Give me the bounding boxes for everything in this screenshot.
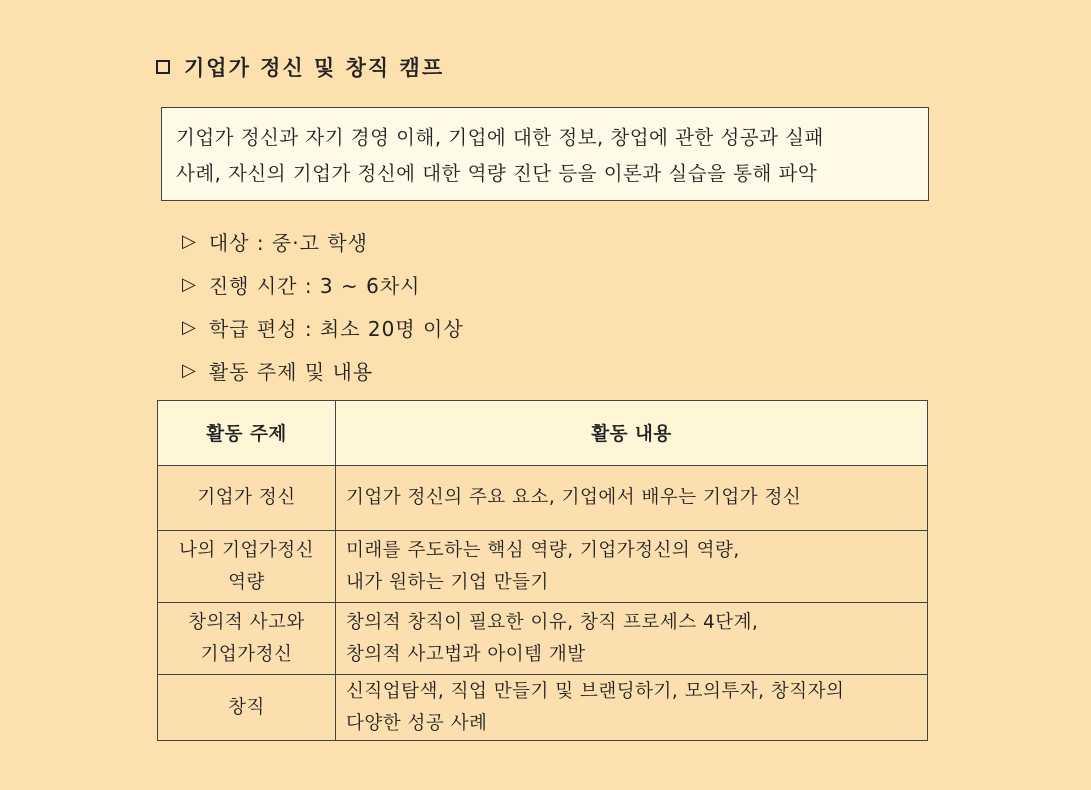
content-line: 다양한 성공 사례 (346, 712, 488, 734)
topic-line: 나의 기업가정신 (179, 539, 314, 561)
content-cell (336, 531, 928, 603)
triangle-bullet-icon: ▷ (182, 274, 197, 295)
table-row (158, 466, 928, 531)
header-topic: 활동 주제 (158, 401, 336, 466)
triangle-bullet-icon: ▷ (182, 231, 197, 252)
content-line: 창의적 사고법과 아이템 개발 (346, 643, 586, 665)
info-item-duration (182, 263, 464, 306)
topic-cell (158, 603, 336, 675)
info-item-text: 진행 시간 : 3 ~ 6차시 (208, 274, 421, 298)
info-item-text: 학급 편성 : 최소 20명 이상 (208, 317, 464, 341)
triangle-bullet-icon: ▷ (182, 360, 197, 381)
content-line: 기업가 정신의 주요 요소, 기업에서 배우는 기업가 정신 (346, 487, 802, 508)
content-line: 미래를 주도하는 핵심 역량, 기업가정신의 역량, (346, 539, 740, 561)
section-title-text: 기업가 정신 및 창직 캠프 (184, 56, 445, 80)
topic-line: 기업가 정신 (197, 487, 296, 508)
info-list (182, 220, 464, 392)
info-item-activities (182, 349, 464, 392)
topic-line: 창직 (228, 696, 265, 718)
info-item-target (182, 220, 464, 263)
content-line: 내가 원하는 기업 만들기 (346, 571, 549, 593)
content-line: 신직업탐색, 직업 만들기 및 브랜딩하기, 모의투자, 창직자의 (346, 680, 845, 702)
info-item-text: 대상 : 중·고 학생 (208, 231, 368, 255)
topic-line: 역량 (228, 571, 265, 593)
info-item-text: 활동 주제 및 내용 (208, 360, 374, 384)
content-line: 창의적 창직이 필요한 이유, 창직 프로세스 4단계, (346, 611, 759, 633)
activities-table (157, 400, 928, 741)
summary-box (161, 107, 929, 201)
table-header-row (158, 401, 928, 466)
summary-line: 기업가 정신과 자기 경영 이해, 기업에 대한 정보, 창업에 관한 성공과 실패 (176, 126, 824, 149)
table-row (158, 675, 928, 741)
topic-cell (158, 531, 336, 603)
content-cell (336, 466, 928, 531)
table-row (158, 603, 928, 675)
triangle-bullet-icon: ▷ (182, 317, 197, 338)
topic-cell (158, 675, 336, 741)
header-content: 활동 내용 (336, 401, 928, 466)
section-title (156, 52, 444, 82)
content-cell (336, 675, 928, 741)
summary-line: 사례, 자신의 기업가 정신에 대한 역량 진단 등을 이론과 실습을 통해 파악 (176, 162, 818, 185)
table-row (158, 531, 928, 603)
info-item-class-size (182, 306, 464, 349)
topic-cell (158, 466, 336, 531)
content-cell (336, 603, 928, 675)
topic-line: 기업가정신 (200, 643, 293, 665)
checkbox-square-icon (156, 60, 170, 74)
topic-line: 창의적 사고와 (188, 611, 305, 633)
